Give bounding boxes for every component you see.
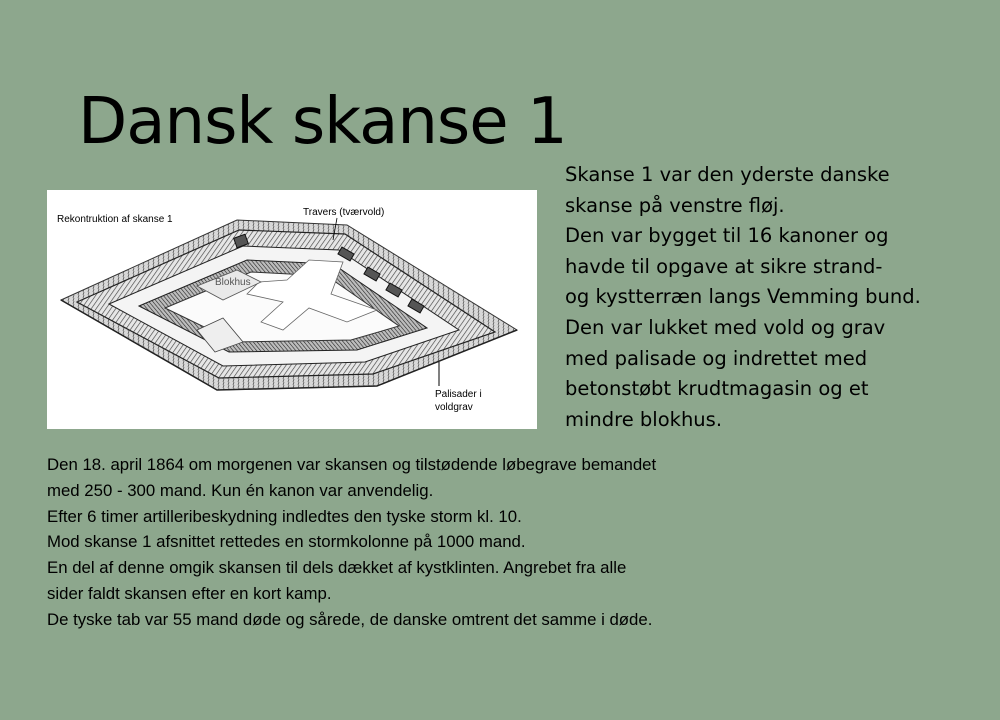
intro-line: betonstøbt krudtmagasin og et [565, 377, 869, 401]
history-text [47, 452, 947, 633]
history-line: sider faldt skansen efter en kort kamp. [47, 583, 332, 603]
intro-line: med palisade og indrettet med [565, 346, 868, 370]
figure-caption: Rekontruktion af skanse 1 [57, 214, 173, 225]
history-line: Mod skanse 1 afsnittet rettedes en stormkolonne på 1000 mand. [47, 532, 526, 552]
history-line: med 250 - 300 mand. Kun én kanon var anvendelig. [47, 480, 434, 500]
history-line: De tyske tab var 55 mand døde og sårede, de danske omtrent det samme i døde. [47, 609, 653, 629]
fortification-illustration [47, 190, 537, 429]
history-line: En del af denne omgik skansen til dels dækket af kystklinten. Angrebet fra alle [47, 558, 627, 578]
blokhus-label: Blokhus [215, 277, 251, 288]
intro-line: skanse på venstre fløj. [565, 193, 785, 217]
intro-line: Skanse 1 var den yderste danske [565, 163, 890, 186]
palisader-label: Palisader i voldgrav [435, 389, 482, 413]
intro-line: og kystterræn langs Vemming bund. [565, 285, 921, 309]
history-line: Den 18. april 1864 om morgenen var skansen og tilstødende løbegrave bemandet [47, 455, 657, 474]
history-line: Efter 6 timer artilleribeskydning indledtes den tyske storm kl. 10. [47, 506, 522, 526]
intro-line: Den var lukket med vold og grav [565, 315, 886, 339]
intro-line: Den var bygget til 16 kanoner og [565, 224, 889, 248]
travers-label: Travers (tværvold) [303, 207, 385, 218]
intro-line: mindre blokhus. [565, 407, 723, 431]
intro-text [565, 160, 995, 435]
intro-line: havde til opgave at sikre strand- [565, 254, 883, 278]
page-title: Dansk skanse 1 [78, 85, 567, 159]
